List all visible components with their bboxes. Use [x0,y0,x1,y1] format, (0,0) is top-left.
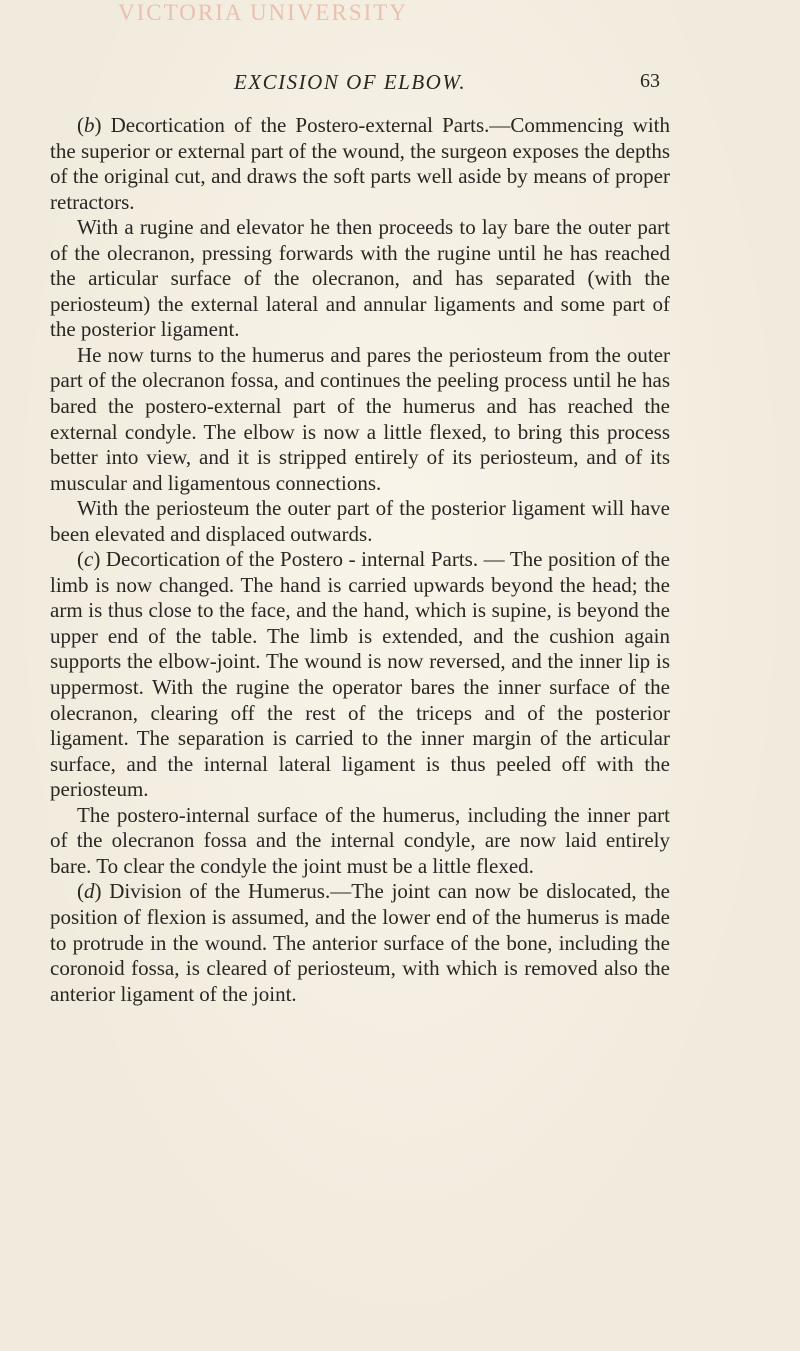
section-marker-b: b [84,113,95,137]
paragraph-posterior-ligament: With the periosteum the outer part of the posterior ligament will have been elevated and displaced outwards. [50,496,670,546]
running-header [0,70,800,96]
paragraph-d-division-of-humerus [50,879,670,1007]
paren-open: ( [77,547,84,572]
section-marker-d: d [84,879,95,904]
paragraph-c-decortication-postero-internal [50,547,670,802]
paragraph-text: Decortication of the Postero - internal Parts. — The position of the limb is now changed. The hand is carried upwards beyond the head; the arm is thus close to the face, and the hand, which is supine, is beyond the upper end of the table. The limb is extended, and the cushion again supports the elbow-joint. The wound is now reversed, and the inner lip is uppermost. With the rugine the operator bares the inner surface of the olecranon, clearing off the rest of the triceps and of the posterior ligament. The separation is carried to the inner margin of the articular surface, and the internal lateral ligament is thus peeled off with the periosteum. [50,547,670,802]
paren-open: ( [77,113,84,137]
body-text [50,113,670,1007]
paren-close: ) [94,113,102,137]
paragraph-postero-internal-surface: The postero-internal surface of the humerus, including the inner part of the olecranon fossa and the internal condyle, are now laid entirely bare. To clear the condyle the joint must be a little flexed. [50,802,670,878]
section-marker-c: c [84,547,94,572]
running-title: EXCISION OF ELBOW. [234,70,467,94]
paren-close: ) [93,547,101,572]
paren-open: ( [77,879,84,904]
paragraph-b-decortication-postero-external [50,113,670,215]
library-stamp: VICTORIA UNIVERSITY [118,0,408,25]
page-number: 63 [640,70,660,92]
paragraph-text: Division of the Humerus.—The joint can now be dislocated, the position of flexion is assumed, and the lower end of the humerus is made to protrude in the wound. The anterior surface of the bone, including the coronoid fossa, is cleared of periosteum, with which is removed also the anterior ligament of the joint. [50,879,670,1006]
paren-close: ) [94,879,102,904]
paragraph-rugine-olecranon: With a rugine and elevator he then proceeds to lay bare the outer part of the olecranon, pressing forwards with the rugine until he has reached the articular surface of the olecranon, and has separated (with the periosteum) the external lateral and annular ligaments and some part of the posterior ligament. [50,215,670,342]
paragraph-humerus-periosteum: He now turns to the humerus and pares the periosteum from the outer part of the olecranon fossa, and continues the peeling process until he has bared the postero-external part of the humerus and has reached the external condyle. The elbow is now a little flexed, to bring this process better into view, and it is stripped entirely of its periosteum, and of its muscular and ligamentous connections. [50,342,670,495]
paragraph-text: Decortication of the Postero-external Parts.—Commencing with the superior or external part of the wound, the surgeon exposes the depths of the original cut, and draws the soft parts well aside by means of proper retractors. [50,113,670,214]
